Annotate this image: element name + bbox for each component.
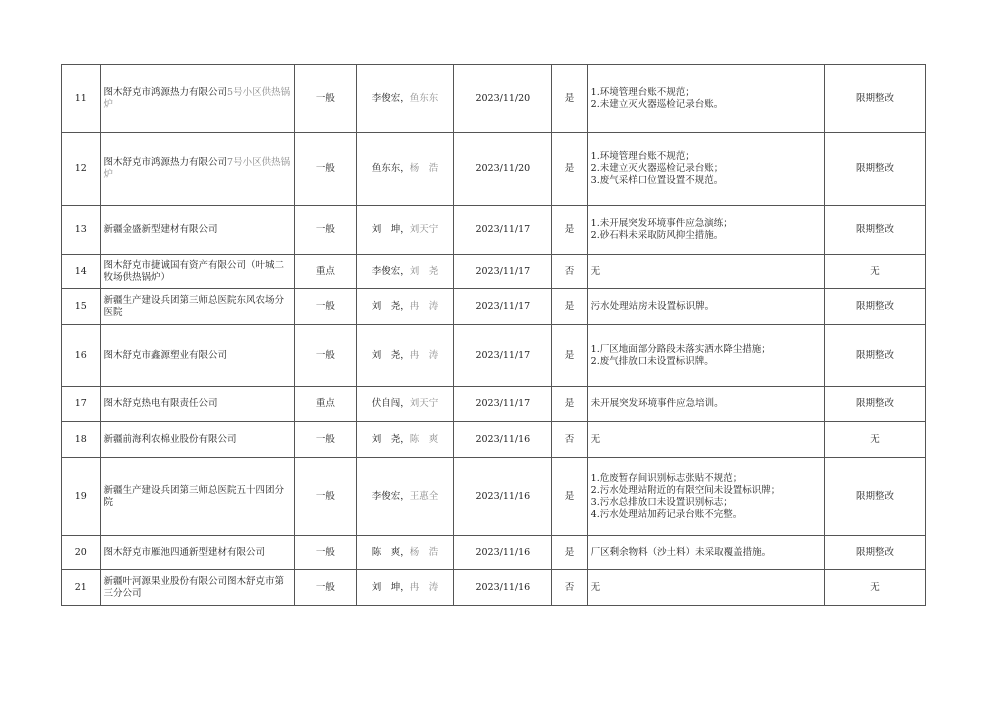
inspector-secondary: 陈 爽 [409,433,439,445]
issues-cell [587,422,824,458]
supervision-level: 一般 [295,65,356,133]
rectification-action: 限期整改 [824,206,925,255]
table-row [62,570,926,606]
inspector-primary: 伏自闯， [371,398,410,409]
rectification-action: 限期整改 [824,325,925,387]
inspectors-cell [356,536,454,570]
table-row [62,458,926,536]
company-name: 图木舒克市鸿源热力有限公司 [103,86,228,98]
issue-line: 未开展突发环境事件应急培训。 [590,398,724,409]
issues-cell [587,133,824,206]
company-name-cell [100,458,295,536]
supervision-level: 一般 [295,289,356,325]
table-row [62,289,926,325]
company-name: 图木舒克市雁池四通新型建材有限公司 [103,546,266,558]
issues-found-flag: 是 [552,387,587,422]
inspector-secondary: 冉 涛 [409,349,439,361]
inspectors-cell [356,206,454,255]
inspectors-cell [356,422,454,458]
inspection-date: 2023/11/17 [454,255,552,289]
issue-line: 1.危废暂存间识别标志张贴不规范； [590,472,743,484]
inspector-secondary: 王惠全 [409,490,439,502]
row-number: 18 [62,422,101,458]
inspectors-cell [356,289,454,325]
rectification-action: 限期整改 [824,133,925,206]
issue-line: 4.污水处理站加药记录台账不完整。 [590,508,743,520]
issues-found-flag: 否 [552,570,587,606]
inspection-date: 2023/11/17 [454,387,552,422]
company-name-cell [100,65,295,133]
inspector-primary: 刘 坤， [371,224,410,235]
table-row [62,65,926,133]
issue-line: 2.未建立灭火器巡检记录台账； [590,163,724,174]
row-number: 16 [62,325,101,387]
inspection-date: 2023/11/16 [454,570,552,606]
issue-line: 2.废气排放口未设置标识牌。 [590,355,714,367]
issues-found-flag: 是 [552,325,587,387]
row-number: 20 [62,536,101,570]
issues-found-flag: 是 [552,206,587,255]
supervision-level: 一般 [295,206,356,255]
rectification-action: 限期整改 [824,458,925,536]
inspectors-cell [356,458,454,536]
rectification-action: 限期整改 [824,65,925,133]
rectification-action: 无 [824,422,925,458]
supervision-level: 重点 [295,387,356,422]
company-name: 新疆叶河源果业股份有限公司图木舒克市第三分公司 [103,575,285,599]
inspector-primary: 刘 坤， [371,581,410,593]
supervision-level: 一般 [295,570,356,606]
table-row [62,422,926,458]
inspectors-cell [356,325,454,387]
company-name: 新疆生产建设兵团第三师总医院东风农场分医院 [103,294,285,318]
inspector-primary: 刘 尧， [371,433,410,445]
supervision-level: 一般 [295,458,356,536]
inspector-secondary: 冉 涛 [409,581,439,593]
issues-found-flag: 是 [552,536,587,570]
issue-line: 污水处理站房未设置标识牌。 [590,300,715,312]
company-name-extra: 5号小区供热锅炉 [103,86,291,110]
row-number: 15 [62,289,101,325]
inspector-secondary: 鱼东东 [409,92,439,104]
table-row [62,206,926,255]
company-name-cell [100,387,295,422]
inspection-date: 2023/11/17 [454,289,552,325]
issues-cell [587,325,824,387]
rectification-action: 限期整改 [824,289,925,325]
row-number: 21 [62,570,101,606]
inspector-secondary: 杨 浩 [409,163,439,174]
table-row [62,255,926,289]
table-body [62,65,926,606]
inspectors-cell [356,570,454,606]
issues-cell [587,536,824,570]
issue-line: 2.未建立灭火器巡检记录台账。 [590,98,724,110]
rectification-action: 限期整改 [824,387,925,422]
inspector-secondary: 刘 尧 [409,265,439,277]
row-number: 19 [62,458,101,536]
inspectors-cell [356,133,454,206]
supervision-level: 一般 [295,325,356,387]
issues-cell [587,206,824,255]
rectification-action: 无 [824,255,925,289]
row-number: 17 [62,387,101,422]
issues-found-flag: 是 [552,289,587,325]
issue-line: 无 [590,581,601,593]
company-name: 新疆金盛新型建材有限公司 [103,224,218,235]
issue-line: 1.环境管理台账不规范； [590,151,695,162]
company-name-cell [100,133,295,206]
table-row [62,325,926,387]
issues-found-flag: 是 [552,458,587,536]
issue-line: 3.污水总排放口未设置识别标志； [590,496,733,508]
issues-found-flag: 否 [552,255,587,289]
inspector-primary: 陈 爽， [371,546,410,558]
issues-found-flag: 是 [552,65,587,133]
company-name-cell [100,289,295,325]
issues-cell [587,458,824,536]
supervision-level: 一般 [295,133,356,206]
issue-line: 2.砂石料未采取防风抑尘措施。 [590,230,724,241]
row-number: 12 [62,133,101,206]
company-name: 图木舒克热电有限责任公司 [103,398,218,409]
row-number: 14 [62,255,101,289]
inspector-primary: 刘 尧， [371,300,410,312]
issues-cell [587,570,824,606]
inspector-primary: 刘 尧， [371,349,410,361]
supervision-level: 一般 [295,536,356,570]
rectification-action: 限期整改 [824,536,925,570]
inspector-secondary: 杨 浩 [409,546,439,558]
row-number: 11 [62,65,101,133]
inspectors-cell [356,255,454,289]
issue-line: 无 [590,265,601,277]
inspector-primary: 李俊宏， [371,92,410,104]
company-name-cell [100,536,295,570]
inspector-secondary: 刘天宁 [409,224,439,235]
issue-line: 1.环境管理台账不规范； [590,86,695,98]
issues-found-flag: 是 [552,133,587,206]
issues-cell [587,289,824,325]
issue-line: 2.污水处理站附近的有限空间未设置标识牌； [590,484,781,496]
issue-line: 无 [590,433,601,445]
company-name: 图木舒克市鸿源热力有限公司 [103,157,228,168]
company-name-cell [100,255,295,289]
table-row [62,133,926,206]
row-number: 13 [62,206,101,255]
inspection-date: 2023/11/16 [454,536,552,570]
inspectors-cell [356,65,454,133]
inspector-primary: 李俊宏， [371,265,410,277]
company-name-cell [100,325,295,387]
inspector-secondary: 冉 涛 [409,300,439,312]
issue-line: 厂区剩余物料（沙土料）未采取覆盖措施。 [590,546,772,558]
company-name-extra: 7号小区供热锅炉 [103,157,291,180]
company-name-cell [100,422,295,458]
company-name: 新疆前海利农棉业股份有限公司 [103,433,237,445]
issue-line: 1.未开展突发环境事件应急演练； [590,218,733,229]
inspection-date: 2023/11/16 [454,458,552,536]
inspection-date: 2023/11/17 [454,206,552,255]
inspection-date: 2023/11/20 [454,133,552,206]
company-name: 图木舒克市捷诚国有资产有限公司（叶城二牧场供热锅炉） [103,259,285,283]
company-name-cell [100,206,295,255]
company-name: 图木舒克市鑫源塑业有限公司 [103,349,228,361]
table-row [62,387,926,422]
inspector-primary: 鱼东东， [371,163,410,174]
company-name-cell [100,570,295,606]
issue-line: 3.废气采样口位置设置不规范。 [590,175,724,186]
issues-found-flag: 否 [552,422,587,458]
company-name: 新疆生产建设兵团第三师总医院五十四团分院 [103,484,285,508]
issues-cell [587,65,824,133]
inspector-primary: 李俊宏， [371,490,410,502]
inspector-secondary: 刘天宁 [409,398,439,409]
inspectors-cell [356,387,454,422]
inspection-date: 2023/11/17 [454,325,552,387]
inspection-records-table [61,64,926,606]
table-row [62,536,926,570]
issue-line: 1.厂区地面部分路段未落实洒水降尘措施； [590,343,771,355]
issues-cell [587,387,824,422]
inspection-date: 2023/11/16 [454,422,552,458]
issues-cell [587,255,824,289]
supervision-level: 一般 [295,422,356,458]
rectification-action: 无 [824,570,925,606]
supervision-level: 重点 [295,255,356,289]
inspection-date: 2023/11/20 [454,65,552,133]
